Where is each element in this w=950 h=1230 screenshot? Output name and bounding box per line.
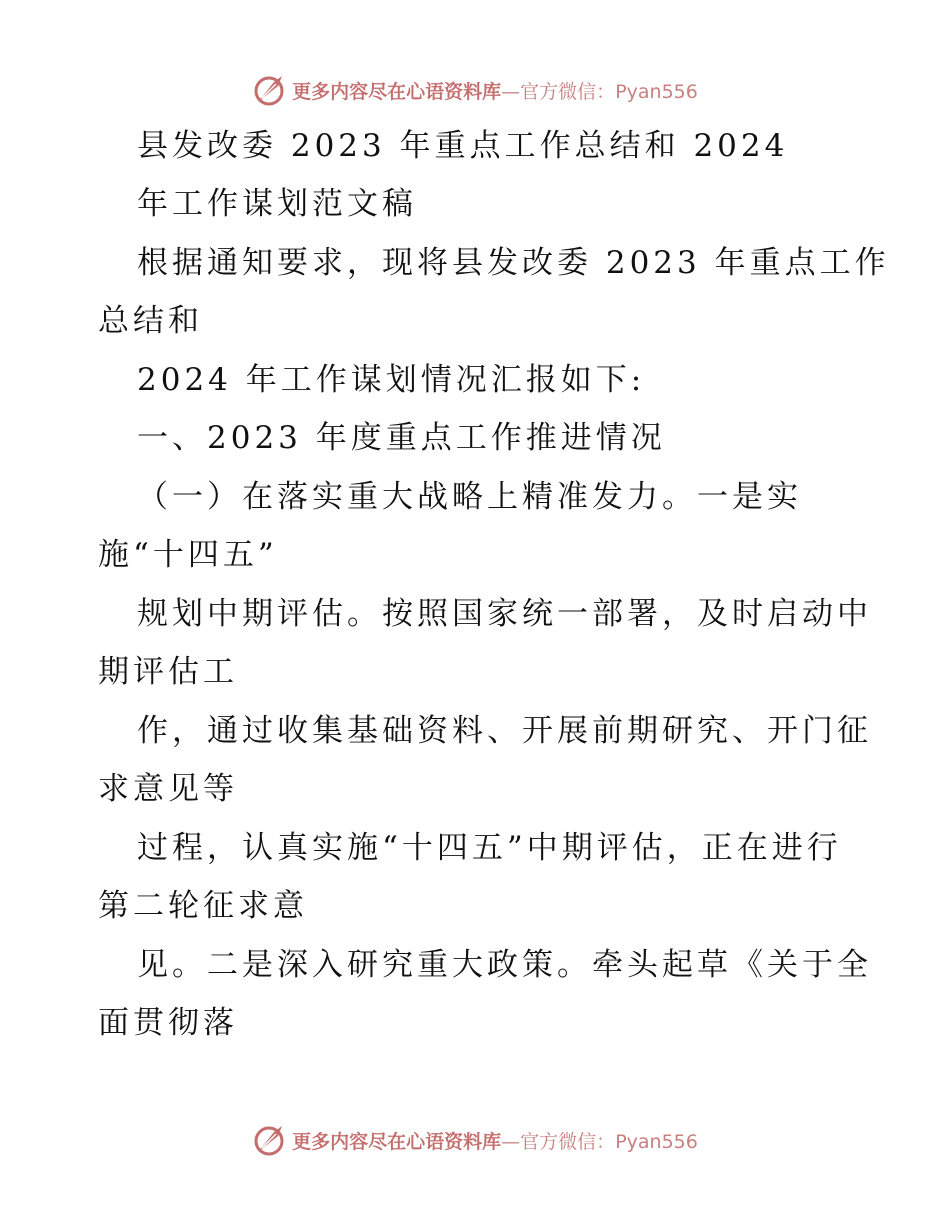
paragraph-line: 见。二是深入研究重大政策。牵头起草《关于全 bbox=[137, 947, 872, 983]
paragraph-line: 第二轮征求意 bbox=[98, 888, 308, 924]
watermark-label: 官方微信： bbox=[520, 1130, 616, 1153]
title-line-2: 年工作谋划范文稿 bbox=[137, 186, 417, 222]
quill-logo-icon bbox=[252, 1122, 288, 1158]
paragraph-line: 根据通知要求，现将县发改委 2023 年重点工作 bbox=[137, 245, 890, 281]
watermark-label: 官方微信： bbox=[520, 80, 616, 103]
section-heading: 一、2023 年度重点工作推进情况 bbox=[137, 420, 666, 456]
paragraph-line: 施“十四五” bbox=[98, 537, 278, 573]
paragraph-line: 期评估工 bbox=[98, 654, 238, 690]
paragraph-line: 过程，认真实施“十四五”中期评估，正在进行 bbox=[137, 830, 842, 866]
watermark-separator: — bbox=[501, 1130, 521, 1153]
paragraph-line: 总结和 bbox=[98, 303, 203, 339]
paragraph-line: 作，通过收集基础资料、开展前期研究、开门征 bbox=[137, 713, 872, 749]
watermark-text bbox=[292, 1127, 698, 1154]
watermark-id: Pyan556 bbox=[615, 1130, 698, 1153]
paragraph-line: 规划中期评估。按照国家统一部署，及时启动中 bbox=[137, 596, 872, 632]
paragraph-line: 2024 年工作谋划情况汇报如下: bbox=[137, 362, 646, 398]
subsection-heading: （一）在落实重大战略上精准发力。一是实 bbox=[137, 479, 802, 515]
watermark-main-text: 更多内容尽在心语资料库 bbox=[292, 1130, 502, 1153]
footer-watermark bbox=[0, 1120, 950, 1160]
paragraph-line: 求意见等 bbox=[98, 771, 238, 807]
paragraph-line: 面贯彻落 bbox=[98, 1005, 238, 1041]
title-line-1: 县发改委 2023 年重点工作总结和 2024 bbox=[137, 128, 789, 164]
watermark-id: Pyan556 bbox=[615, 80, 698, 103]
watermark-separator: — bbox=[501, 80, 521, 103]
watermark-main-text: 更多内容尽在心语资料库 bbox=[292, 80, 502, 103]
